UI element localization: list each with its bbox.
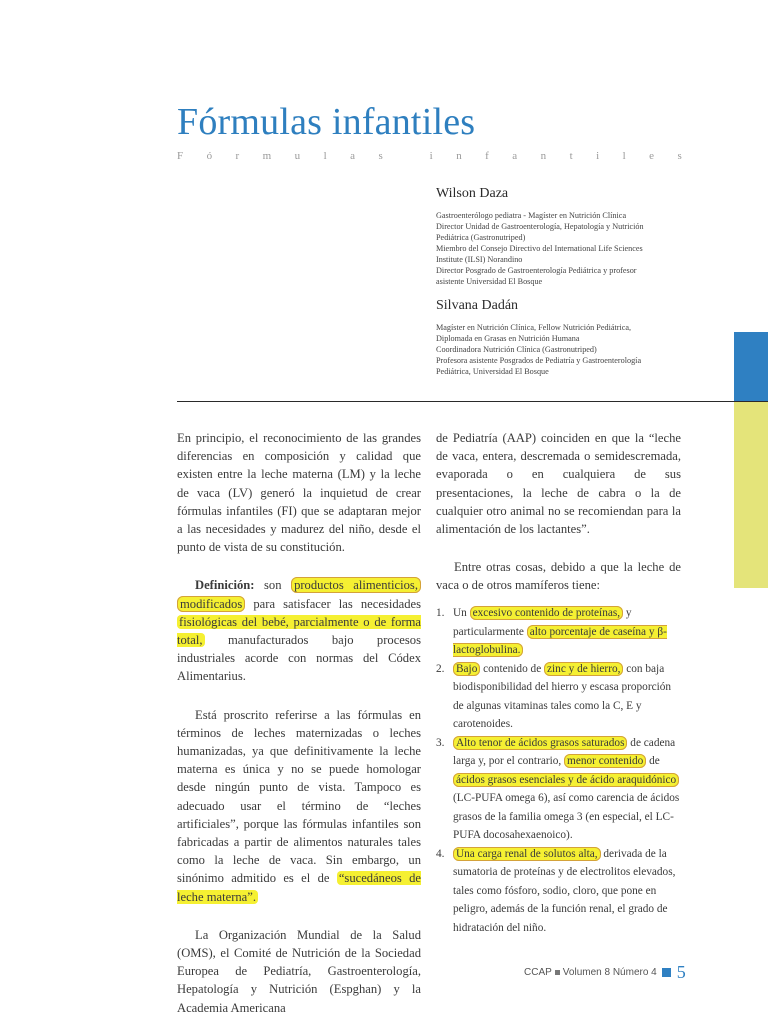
list-item — [436, 845, 681, 938]
paragraph-proscrito — [177, 706, 421, 906]
subtitle-letter: l — [323, 150, 327, 162]
affiliation-line: Director Posgrado de Gastroenterología Pediátrica y profesor — [436, 266, 637, 275]
affiliation-line: Gastroenterólogo pediatra - Magíster en Nutrición Clínica — [436, 211, 627, 220]
affiliation-line: asistente Universidad El Bosque — [436, 277, 543, 286]
header-divider — [177, 401, 768, 402]
definition-label: Definición: — [195, 578, 255, 593]
text-run: son — [254, 578, 292, 593]
subtitle-letter: a — [512, 150, 518, 162]
list-number: 1. — [436, 607, 445, 619]
blue-square-icon — [662, 968, 671, 977]
journal-name: CCAP — [524, 967, 552, 978]
highlight: Alto tenor de ácidos grasos saturados — [453, 736, 627, 750]
highlight: alto porcentaje de caseína y β-lactoglobulina. — [453, 625, 667, 656]
affiliation-line: Miembro del Consejo Directivo del International Life Sciences — [436, 244, 643, 253]
text-run: Está proscrito referirse a las fórmulas en términos de leches maternizadas o leches humanizadas, ya que definitivamente la leche materna es única y no se puede homologar desde ningún punto de vista. Tampoco es adecuado usar el término de “leches artificiales”, porque las fórmulas infantiles son fabricadas a partir de alimentos naturales tales como la leche de vaca. Sin embargo, un sinónimo admitido es el de — [177, 707, 421, 886]
numbered-list — [436, 604, 681, 937]
subtitle-letter: t — [569, 150, 573, 162]
author-affiliation-2 — [436, 322, 686, 377]
left-column — [177, 429, 421, 1017]
subtitle-letter: ó — [206, 150, 213, 162]
subtitle-letter: r — [235, 150, 240, 162]
highlight: fisiológicas del bebé, parcialmente o de forma total, — [177, 614, 421, 648]
affiliation-line: Pediátrica (Gastronutriped) — [436, 233, 526, 242]
subtitle-letter: e — [649, 150, 654, 162]
subtitle-letter: f — [485, 150, 489, 162]
subtitle-letter: m — [262, 150, 272, 162]
affiliation-line: Director Unidad de Gastroenterología, Hepatología y Nutrición — [436, 222, 644, 231]
list-number: 4. — [436, 847, 445, 860]
highlight: Bajo — [453, 662, 480, 676]
highlight: menor contenido — [564, 754, 646, 768]
volume-info: Volumen 8 Número 4 — [562, 967, 657, 978]
article-title: Fórmulas infantiles — [177, 101, 476, 143]
affiliation-line: Coordinadora Nutrición Clínica (Gastronutriped) — [436, 345, 597, 354]
text-run: de — [646, 755, 660, 767]
paragraph-oms: La Organización Mundial de la Salud (OMS), el Comité de Nutrición de la Sociedad Europea de Pediatría, Gastroenterología, Hepatología y Nutrición (Espghan) y la Academia Americana — [177, 927, 421, 1015]
subtitle-letter: s — [378, 150, 383, 162]
list-number: 3. — [436, 736, 445, 749]
highlight: modificados — [177, 596, 245, 612]
highlight: productos alimenticios, — [291, 577, 421, 593]
subtitle-letter: F — [177, 150, 184, 162]
text-run: derivada de la sumatoria de proteínas y de electrolitos elevados, tales como fósforo, sodio, cloro, que pone en peligro, además de la función renal, el grado de hidratación del niño. — [453, 847, 676, 934]
subtitle-letter: n — [456, 150, 462, 162]
subtitle-letter: a — [350, 150, 356, 162]
affiliation-line: Magíster en Nutrición Clínica, Fellow Nutrición Pediátrica, — [436, 323, 632, 332]
paragraph-entre: Entre otras cosas, debido a que la leche de vaca o de otros mamíferos tiene: — [436, 560, 681, 593]
highlight: Una carga renal de solutos alta, — [453, 847, 601, 861]
paragraph-definition — [177, 576, 421, 685]
list-number: 2. — [436, 662, 445, 675]
subtitle-letter: u — [294, 150, 301, 162]
spaced-subtitle — [177, 150, 682, 162]
subtitle-letter: s — [677, 150, 682, 162]
text-run: y particularmente — [453, 607, 632, 638]
text-run: con baja biodisponibilidad del hierro y escasa proporción de algunas vitaminas tales como la C, E y carotenoides. — [453, 662, 672, 730]
list-item — [436, 604, 681, 660]
affiliation-line: Profesora asistente Posgrados de Pediatría y Gastroenterología — [436, 356, 642, 365]
subtitle-letter: n — [540, 150, 547, 162]
highlight: “sucedáneos de leche materna”. — [177, 871, 421, 904]
right-column — [436, 429, 681, 595]
paragraph-intro: En principio, el reconocimiento de las grandes diferencias en composición y calidad que existen entre la leche materna (LM) y la leche de vaca (LV) generó la inquietud de crear fórmulas infantiles (FI) que se adaptaran mejor a las necesidades y madurez del niño, desde el punto de vista de su constitución. — [177, 431, 421, 555]
author-name-2: Silvana Dadán — [436, 298, 519, 313]
yellow-side-tab — [734, 402, 768, 588]
highlight: excesivo contenido de proteínas, — [470, 606, 623, 620]
page-number: 5 — [676, 962, 686, 982]
subtitle-letter: i — [429, 150, 433, 162]
page-footer — [524, 962, 686, 983]
highlight: ácidos grasos esenciales y de ácido araquidónico — [453, 773, 679, 787]
affiliation-line: Diplomada en Grasas en Nutrición Humana — [436, 334, 580, 343]
separator-square-icon — [555, 970, 560, 975]
subtitle-letter: i — [596, 150, 600, 162]
author-affiliation-1 — [436, 210, 686, 287]
text-run: manufacturados bajo procesos industriales acorde con normas del Códex Alimentarius. — [177, 633, 421, 684]
text-run: (LC-PUFA omega 6), así como carencia de ácidos grasos de la familia omega 3 (en especial, el LC-PUFA docosahexaenoico). — [453, 792, 680, 841]
text-run: de cadena larga y, por el contrario, — [453, 736, 676, 767]
highlight: zinc y de hierro, — [544, 662, 623, 676]
text-run: Un — [453, 607, 470, 619]
paragraph-aap: de Pediatría (AAP) coinciden en que la “leche de vaca, entera, descremada o semidescremada, evaporada o en cualquiera de sus presentaciones, la leche de cabra o la de cualquier otro animal no se recomiendan para la alimentación de los lactantes”. — [436, 431, 681, 537]
affiliation-line: Pediátrica, Universidad El Bosque — [436, 367, 549, 376]
text-run: contenido de — [480, 662, 545, 675]
author-name-1: Wilson Daza — [436, 186, 509, 201]
list-item — [436, 734, 681, 845]
list-item — [436, 660, 681, 734]
text-run: para satisfacer las necesidades — [245, 596, 421, 611]
affiliation-line: Institute (ILSI) Norandino — [436, 255, 523, 264]
blue-side-tab — [734, 332, 768, 401]
subtitle-letter: l — [622, 150, 626, 162]
